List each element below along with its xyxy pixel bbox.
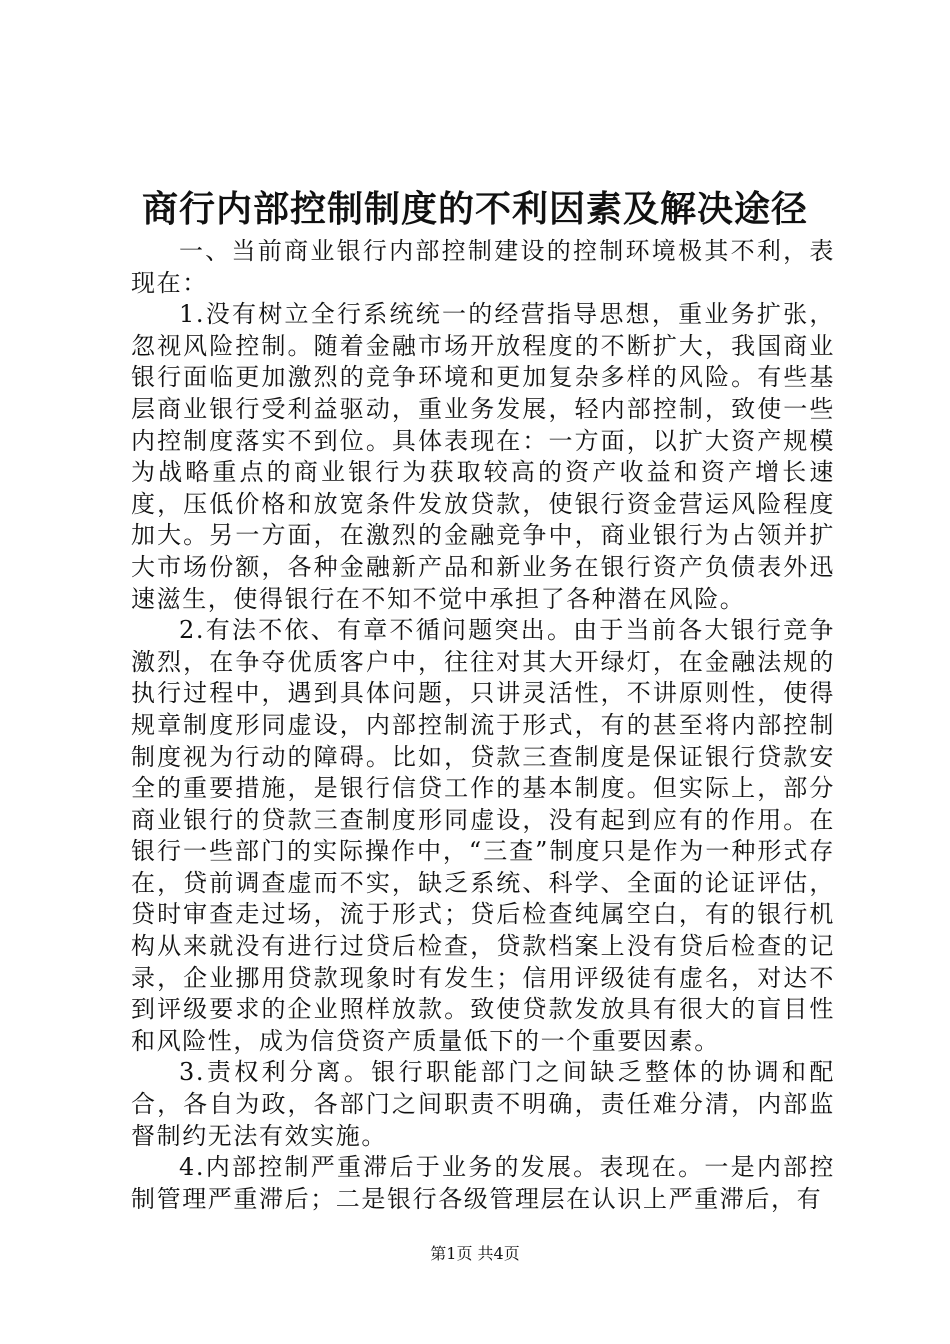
paragraph-point-4: 4.内部控制严重滞后于业务的发展。表现在。一是内部控制管理严重滞后；二是银行各级管理层在认识上严重滞后，有	[131, 1153, 835, 1213]
document-title: 商行内部控制制度的不利因素及解决途径	[141, 188, 808, 230]
document-body	[131, 236, 835, 1215]
paragraph-point-2: 2.有法不依、有章不循问题突出。由于当前各大银行竞争激烈，在争夺优质客户中，往往对其大开绿灯，在金融法规的执行过程中，遇到具体问题，只讲灵活性，不讲原则性，使得规章制度形同虚设，内部控制流于形式，有的甚至将内部控制制度视为行动的障碍。比如，贷款三查制度是保证银行贷款安全的重要措施，是银行信贷工作的基本制度。但实际上，部分商业银行的贷款三查制度形同虚设，没有起到应有的作用。在银行一些部门的实际操作中，“三查”制度只是作为一种形式存在，贷前调查虚而不实，缺乏系统、科学、全面的论证评估，贷时审查走过场，流于形式；贷后检查纯属空白，有的银行机构从来就没有进行过贷后检查，贷款档案上没有贷后检查的记录，企业挪用贷款现象时有发生；信用评级徒有虚名，对达不到评级要求的企业照样放款。致使贷款发放具有很大的盲目性和风险性，成为信贷资产质量低下的一个重要因素。	[131, 616, 835, 1055]
paragraph-point-1: 1.没有树立全行系统统一的经营指导思想，重业务扩张，忽视风险控制。随着金融市场开放程度的不断扩大，我国商业银行面临更加激烈的竞争环境和更加复杂多样的风险。有些基层商业银行受利益驱动，重业务发展，轻内部控制，致使一些内控制度落实不到位。具体表现在：一方面，以扩大资产规模为战略重点的商业银行为获取较高的资产收益和资产增长速度，压低价格和放宽条件发放贷款，使银行资金营运风险程度加大。另一方面，在激烈的金融竞争中，商业银行为占领并扩大市场份额，各种金融新产品和新业务在银行资产负债表外迅速滋生，使得银行在不知不觉中承担了各种潜在风险。	[131, 300, 835, 613]
paragraph-intro: 一、当前商业银行内部控制建设的控制环境极其不利，表现在：	[131, 237, 835, 297]
page-number-footer: 第1页 共4页	[430, 1244, 520, 1263]
paragraph-point-3: 3.责权利分离。银行职能部门之间缺乏整体的协调和配合，各自为政，各部门之间职责不明确，责任难分清，内部监督制约无法有效实施。	[131, 1058, 835, 1150]
